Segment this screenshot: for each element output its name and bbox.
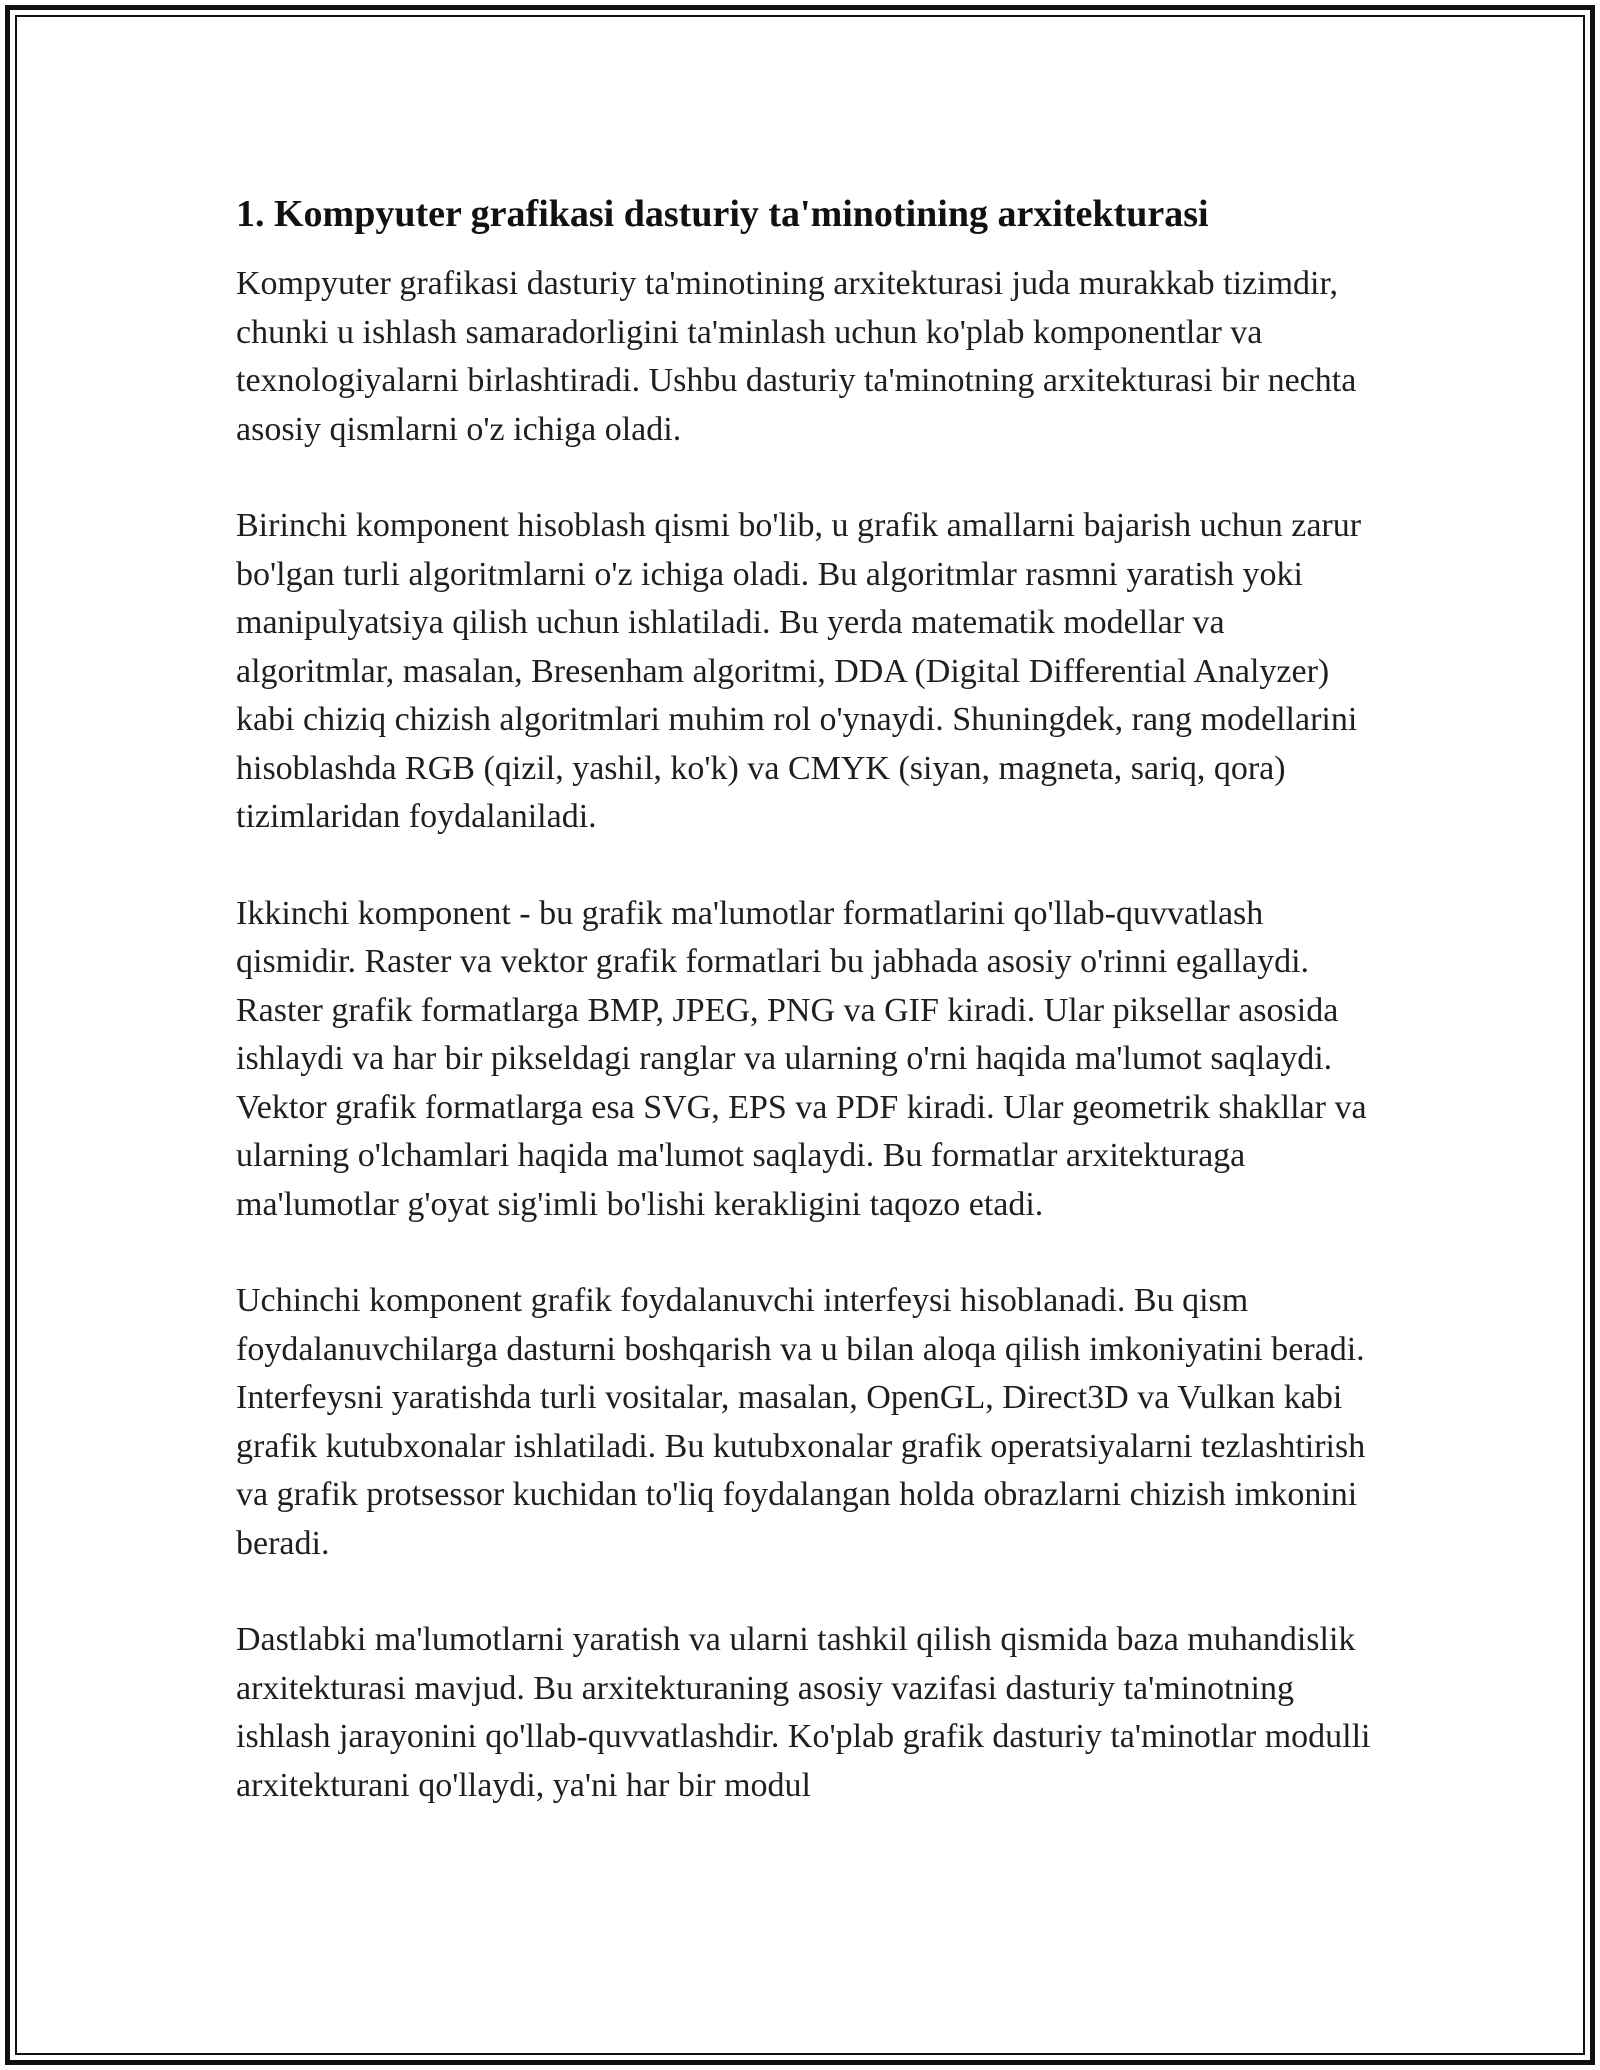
paragraph-second-component: Ikkinchi komponent - bu grafik ma'lumotlar formatlarini qo'llab-quvvatlash qismidir. Raster va vektor grafik formatlari bu jabhada asosiy o'rinni egallaydi. Raster grafik formatlarga BMP, JPEG, PNG va GIF kiradi. Ular piksellar asosida ishlaydi va har bir pikseldagi ranglar va ularning o'rni haqida ma'lumot saqlaydi. Vektor grafik formatlarga esa SVG, EPS va PDF kiradi. Ular geometrik shakllar va ularning o'lchamlari haqida ma'lumot saqlaydi. Bu formatlar arxitekturaga ma'lumotlar g'oyat sig'imli bo'lishi kerakligini taqozo etadi.: [236, 894, 1367, 1223]
paragraph-base-architecture: Dastlabki ma'lumotlarni yaratish va ularni tashkil qilish qismida baza muhandislik arxitekturasi mavjud. Bu arxitekturaning asosiy vazifasi dasturiy ta'minotning ishlash jarayonini qo'llab-quvvatlashdir. Ko'plab grafik dasturiy ta'minotlar modulli arxitekturani qo'llaydi, ya'ni har bir modul: [236, 1621, 1371, 1804]
document-body: [236, 186, 1376, 1810]
paragraph-third-component: Uchinchi komponent grafik foydalanuvchi interfeysi hisoblanadi. Bu qism foydalanuvchilarga dasturni boshqarish va u bilan aloqa qilish imkoniyatini beradi. Interfeysni yaratishda turli vositalar, masalan, OpenGL, Direct3D va Vulkan kabi grafik kutubxonalar ishlatiladi. Bu kutubxonalar grafik operatsiyalarni tezlashtirish va grafik protsessor kuchidan to'liq foydalangan holda obrazlarni chizish imkonini beradi.: [236, 1282, 1366, 1562]
paragraph-first-component: Birinchi komponent hisoblash qismi bo'lib, u grafik amallarni bajarish uchun zarur bo'lgan turli algoritmlarni o'z ichiga oladi. Bu algoritmlar rasmni yaratish yoki manipulyatsiya qilish uchun ishlatiladi. Bu yerda matematik modellar va algoritmlar, masalan, Bresenham algoritmi, DDA (Digital Differential Analyzer) kabi chiziq chizish algoritmlari muhim rol o'ynaydi. Shuningdek, rang modellarini hisoblashda RGB (qizil, yashil, ko'k) va CMYK (siyan, magneta, sariq, qora) tizimlaridan foydalaniladi.: [236, 507, 1362, 835]
paragraph-intro: Kompyuter grafikasi dasturiy ta'minotining arxitekturasi juda murakkab tizimdir, chunki u ishlash samaradorligini ta'minlash uchun ko'plab komponentlar va texnologiyalarni birlashtiradi. Ushbu dasturiy ta'minotning arxitekturasi bir nechta asosiy qismlarni o'z ichiga oladi.: [236, 265, 1357, 448]
section-heading: 1. Kompyuter grafikasi dasturiy ta'minotining arxitekturasi: [236, 193, 1209, 235]
